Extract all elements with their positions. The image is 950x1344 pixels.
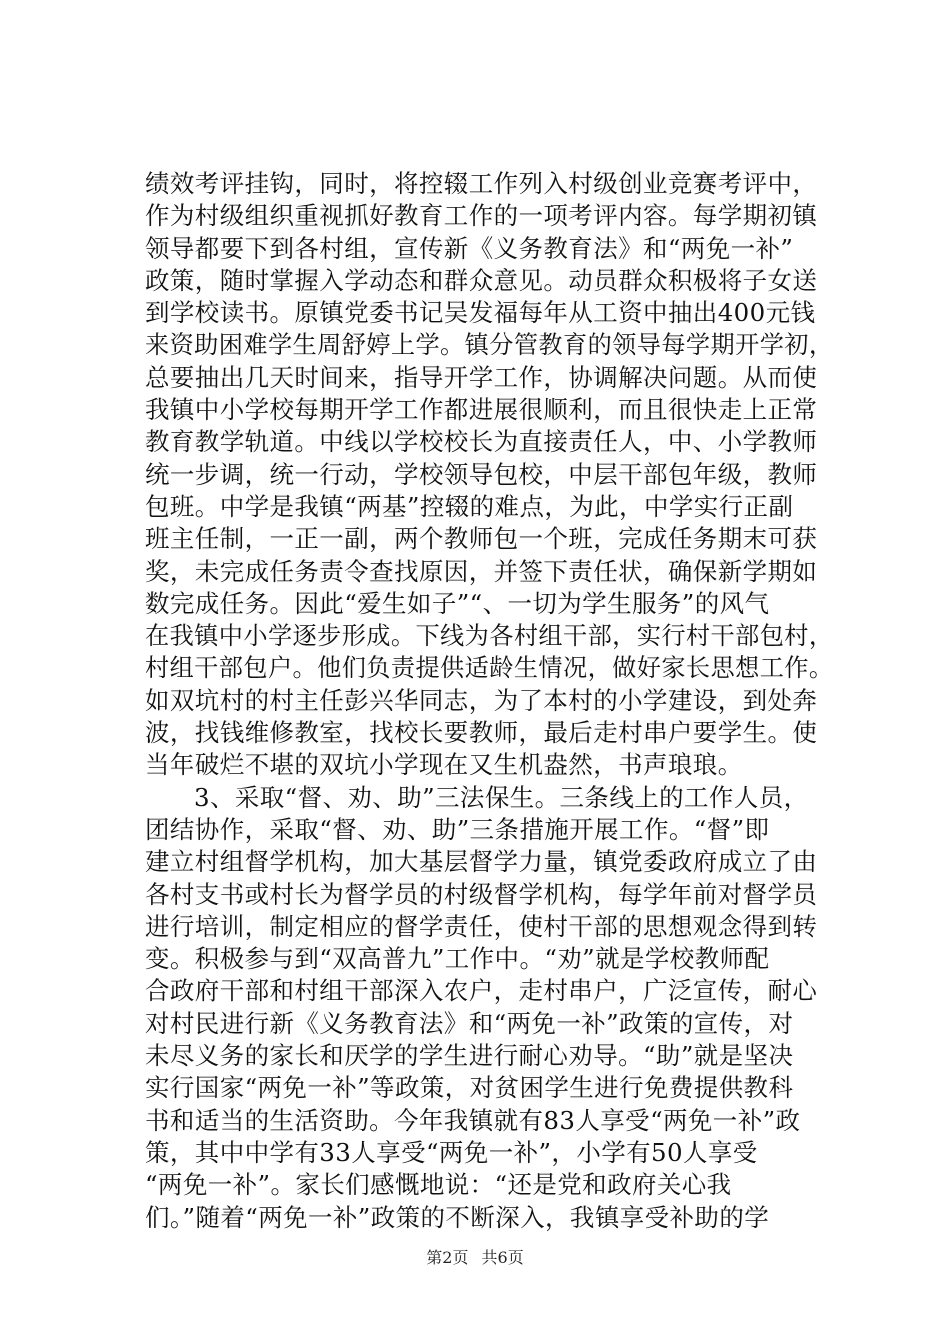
document-body bbox=[145, 168, 835, 1234]
text-line: 团结协作，采取“督、劝、助”三条措施开展工作。“督”即 bbox=[145, 814, 770, 844]
text-line: 如双坑村的村主任彭兴华同志，为了本村的小学建设，到处奔 bbox=[145, 685, 818, 715]
text-line: 各村支书或村长为督学员的村级督学机构，每学年前对督学员 bbox=[145, 879, 818, 909]
text-line: 来资助困难学生周舒婷上学。镇分管教育的领导每学期开学初， bbox=[145, 331, 834, 360]
text-line: 建立村组督学机构，加大基层督学力量，镇党委政府成立了由 bbox=[145, 847, 818, 877]
text-line: 合政府干部和村组干部深入农户，走村串户，广泛宣传，耐心 bbox=[145, 976, 818, 1006]
text-line: 们。”随着“两免一补”政策的不断深入，我镇享受补助的学 bbox=[145, 1202, 770, 1232]
text-line: 绩效考评挂钩，同时，将控辍工作列入村级创业竞赛考评中， bbox=[145, 169, 818, 198]
text-line: 在我镇中小学逐步形成。下线为各村组干部，实行村干部包村， bbox=[145, 622, 834, 651]
text-line: 总要抽出几天时间来，指导开学工作，协调解决问题。从而使 bbox=[145, 362, 818, 392]
text-line: 书和适当的生活资助。今年我镇就有83人享受“两免一补”政 bbox=[145, 1105, 801, 1135]
text-line: 奖，未完成任务责令查找原因，并签下责任状，确保新学期如 bbox=[145, 556, 818, 586]
text-line: 策，其中中学有33人享受“两免一补”，小学有50人享受 bbox=[145, 1137, 758, 1167]
text-line: 波，找钱维修教室，找校长要教师，最后走村串户要学生。使 bbox=[145, 718, 818, 748]
text-line: 到学校读书。原镇党委书记吴发福每年从工资中抽出400元钱 bbox=[145, 298, 816, 328]
text-line: 班主任制，一正一副，两个教师包一个班，完成任务期末可获 bbox=[145, 524, 818, 554]
text-line: 当年破烂不堪的双坑小学现在又生机盎然，书声琅琅。 bbox=[145, 750, 743, 780]
text-line: 我镇中小学校每期开学工作都进展很顺利，而且很快走上正常 bbox=[145, 395, 818, 425]
page-footer bbox=[0, 1245, 950, 1268]
text-line: 进行培训，制定相应的督学责任，使村干部的思想观念得到转 bbox=[145, 911, 818, 941]
text-line: 教育教学轨道。中线以学校校长为直接责任人，中、小学教师 bbox=[145, 427, 818, 457]
text-line: 作为村级组织重视抓好教育工作的一项考评内容。每学期初镇 bbox=[145, 201, 818, 231]
text-line: 村组干部包户。他们负责提供适龄生情况，做好家长思想工作。 bbox=[145, 654, 834, 683]
text-line: 变。积极参与到“双高普九”工作中。“劝”就是学校教师配 bbox=[145, 944, 770, 974]
text-line: 包班。中学是我镇“两基”控辍的难点，为此，中学实行正副 bbox=[145, 491, 794, 521]
text-line: 未尽义务的家长和厌学的学生进行耐心劝导。“助”就是坚决 bbox=[145, 1041, 794, 1071]
text-line: 领导都要下到各村组，宣传新《义务教育法》和“两免一补” bbox=[145, 233, 794, 263]
text-line: 对村民进行新《义务教育法》和“两免一补”政策的宣传，对 bbox=[145, 1008, 794, 1038]
text-line: 数完成任务。因此“爱生如子”“、一切为学生服务”的风气 bbox=[145, 588, 770, 618]
page-number: 第2页 bbox=[426, 1248, 469, 1267]
text-line: 政策，随时掌握入学动态和群众意见。动员群众积极将子女送 bbox=[145, 265, 818, 295]
text-line: 实行国家“两免一补”等政策，对贫困学生进行免费提供教科 bbox=[145, 1073, 794, 1103]
text-line: 统一步调，统一行动，学校领导包校，中层干部包年级，教师 bbox=[145, 459, 818, 489]
page-total: 共6页 bbox=[481, 1248, 524, 1267]
text-line: “两免一补”。家长们感慨地说：“还是党和政府关心我 bbox=[145, 1170, 732, 1200]
text-line: 3、采取“督、劝、助”三法保生。三条线上的工作人员， bbox=[194, 782, 809, 812]
